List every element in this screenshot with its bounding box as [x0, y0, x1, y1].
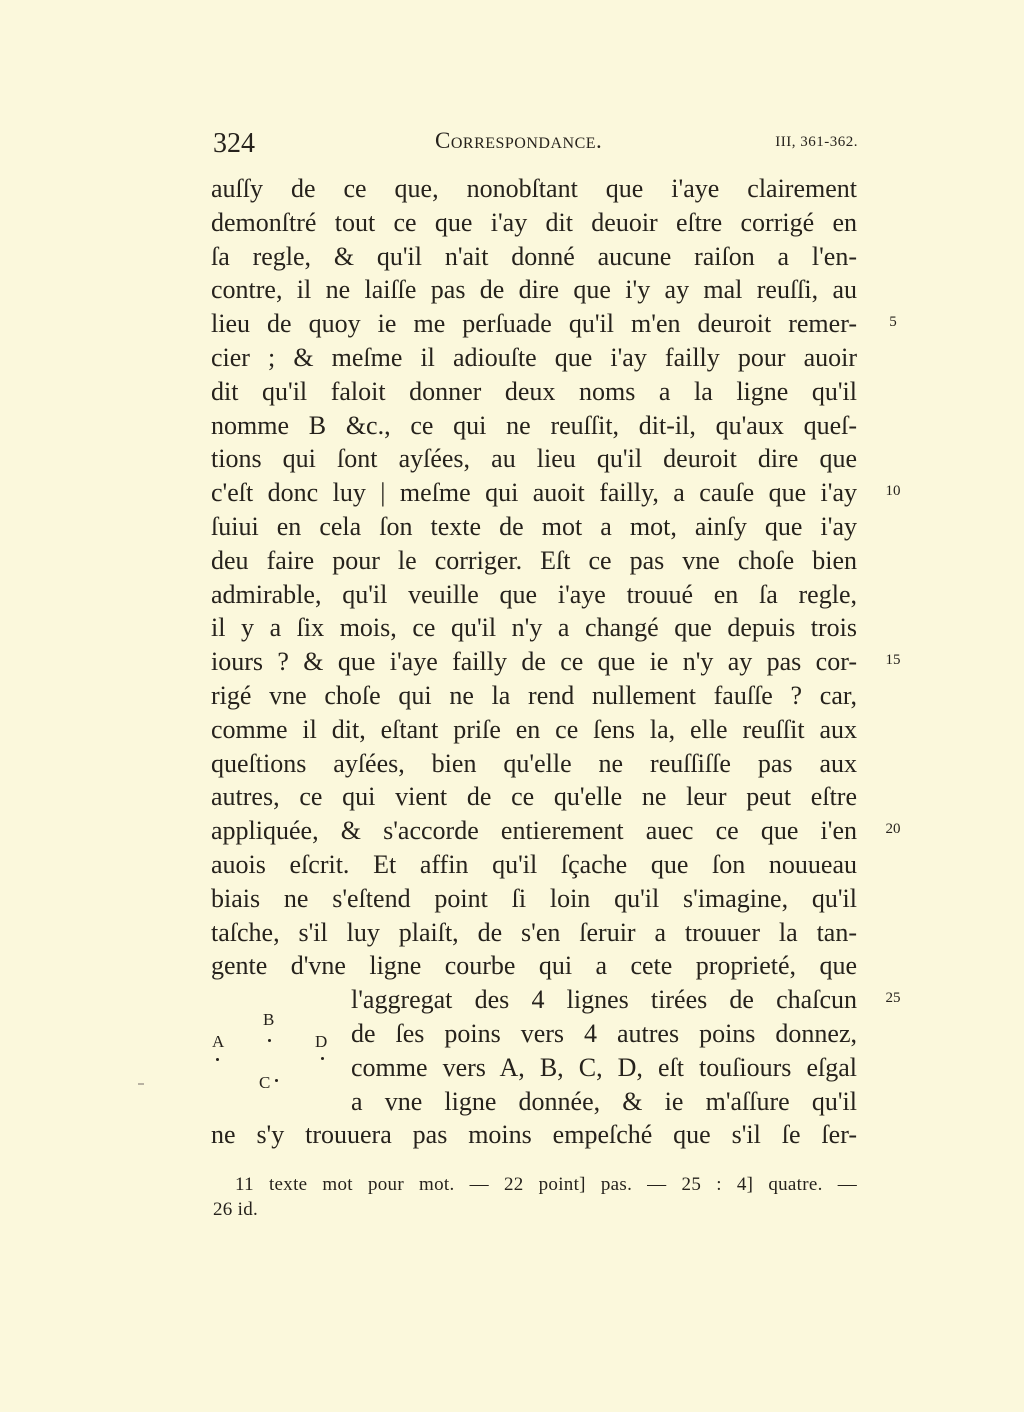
text-line: ne s'y trouuera pas moins empeſché que s'il ſe ſer-: [211, 1120, 857, 1150]
point-label-d: D: [315, 1032, 328, 1051]
text-line: c'eſt donc luy | meſme qui auoit failly, a cauſe que i'ay: [211, 478, 857, 508]
footnotes: [213, 1172, 857, 1222]
footnote-line: 26 id.: [213, 1199, 259, 1220]
text-line: ſuiui en cela ſon texte de mot a mot, ainſy que i'ay: [211, 511, 857, 541]
text-line: nomme B &c., ce qui ne reuſſit, dit-il, qu'aux queſ-: [211, 410, 857, 440]
line-number: 10: [885, 483, 901, 499]
text-line: biais ne s'eſtend point ſi loin qu'il s'imagine, qu'il: [211, 883, 857, 913]
text-line: queſtions ayſées, bien qu'elle ne reuſſiſſe pas aux: [211, 748, 857, 778]
text-line: auois eſcrit. Et affin qu'il ſçache que ſon nouueau: [211, 849, 857, 879]
text-line: a vne ligne donnée, & ie m'aſſure qu'il: [351, 1086, 857, 1116]
point-label-a: A: [212, 1032, 225, 1051]
text-line: lieu de quoy ie me perſuade qu'il m'en deuroit remer-: [211, 309, 857, 339]
text-line: ſa regle, & qu'il n'ait donné aucune raiſon a l'en-: [211, 241, 857, 271]
page-number: 324: [213, 128, 255, 159]
footnote-line: 11 texte mot pour mot. — 22 point] pas. — 25 : 4] quatre. —: [235, 1174, 857, 1195]
running-title: Correspondance.: [435, 128, 603, 153]
line-number: 20: [885, 821, 901, 837]
point-label-b: B: [263, 1010, 275, 1029]
line-number: 25: [885, 990, 901, 1006]
text-line: l'aggregat des 4 lignes tirées de chaſcun: [351, 985, 857, 1015]
text-line: autres, ce qui vient de ce qu'elle ne leur peut eſtre: [211, 782, 857, 812]
text-line: admirable, qu'il veuille que i'aye trouué en ſa regle,: [211, 579, 857, 609]
text-line: comme il dit, eſtant priſe en ce ſens la, elle reuſſit aux: [211, 714, 857, 744]
text-line: gente d'vne ligne courbe qui a cete proprieté, que: [211, 951, 857, 981]
point-d-dot: [321, 1057, 324, 1060]
text-line: demonſtré tout ce que i'ay dit deuoir eſtre corrigé en: [211, 207, 857, 237]
point-c-dot: [275, 1079, 278, 1082]
text-line: de ſes poins vers 4 autres poins donnez,: [351, 1018, 857, 1048]
text-line: comme vers A, B, C, D, eſt touſiours eſgal: [351, 1052, 857, 1082]
text-line: iours ? & que i'aye failly de ce que ie n'y ay pas cor-: [211, 647, 857, 677]
margin-mark: [138, 1083, 144, 1085]
line-number: 5: [889, 314, 897, 330]
point-label-c: C: [259, 1073, 271, 1092]
body-text: [211, 172, 857, 1152]
text-line: tions qui ſont ayſées, au lieu qu'il deuroit dire que: [211, 444, 857, 474]
text-line: taſche, s'il luy plaiſt, de s'en ſeruir a trouuer la tan-: [211, 917, 857, 947]
text-line: cier ; & meſme il adiouſte que i'ay failly pour auoir: [211, 342, 857, 372]
text-line: rigé vne choſe qui ne la rend nullement fauſſe ? car,: [211, 680, 857, 710]
text-line: contre, il ne laiſſe pas de dire que i'y ay mal reuſſi, au: [211, 275, 857, 305]
text-line: auſſy de ce que, nonobſtant que i'aye clairement: [211, 174, 857, 203]
point-a-dot: [216, 1058, 219, 1061]
text-line: il y a ſix mois, ce qu'il n'y a changé que depuis trois: [211, 613, 857, 643]
volume-reference: III, 361-362.: [775, 134, 858, 150]
points-diagram: [205, 1008, 345, 1098]
text-line: appliquée, & s'accorde entierement auec ce que i'en: [211, 816, 857, 846]
text-line: deu faire pour le corriger. Eſt ce pas vne choſe bien: [211, 545, 857, 575]
page-header: [213, 124, 858, 160]
text-line: dit qu'il faloit donner deux noms a la ligne qu'il: [211, 376, 857, 406]
line-number: 15: [885, 652, 901, 668]
point-b-dot: [268, 1039, 271, 1042]
